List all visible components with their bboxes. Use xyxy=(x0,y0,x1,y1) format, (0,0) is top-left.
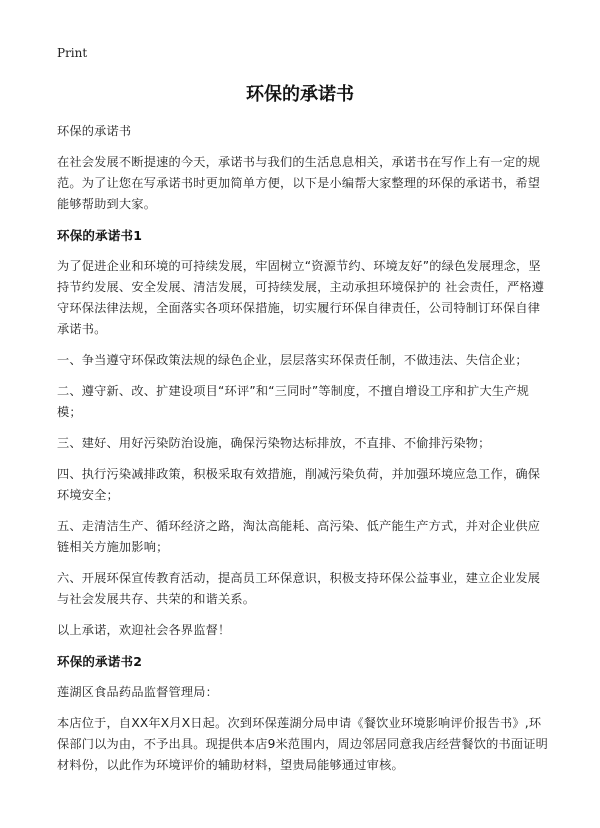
section-2-paragraph: 本店位于，自XX年X月X日起。次到环保莲湖分局申请《餐饮业环境影响评价报告书》,环保部门以为由，不予出具。现提供本店9米范围内，周边邻居同意我店经营餐饮的书面证明材料份，以此作为环境评价的辅助材料，望贵局能够通过审核。 xyxy=(57,716,549,772)
intro-paragraph: 在社会发展不断提速的今天，承诺书与我们的生活息息相关，承诺书在写作上有一定的规范。为了让您在写承诺书时更加简单方便，以下是小编帮大家整理的环保的承诺书，希望能够帮助到大家。 xyxy=(57,155,541,211)
page-title: 环保的承诺书 xyxy=(246,84,354,105)
commitment-item-6: 六、开展环保宣传教育活动，提高员工环保意识，积极支持环保公益事业，建立企业发展与社会发展共存、共荣的和谐关系。 xyxy=(57,571,541,606)
section-2-addressee: 莲湖区食品药品监督管理局： xyxy=(57,685,219,699)
commitment-item-4: 四、执行污染减排政策，积极采取有效措施，削减污染负荷，并加强环境应急工作，确保环境安全； xyxy=(57,467,541,502)
commitment-item-2: 二、遵守新、改、扩建设项目“环评”和“三同时”等制度，不擅自增设工序和扩大生产规模； xyxy=(57,384,530,419)
intro-subtitle: 环保的承诺书 xyxy=(57,124,132,138)
document-body xyxy=(57,121,551,786)
section-1-heading: 环保的承诺书1 xyxy=(57,228,143,243)
print-link[interactable]: Print xyxy=(57,46,88,60)
section-1-paragraph: 为了促进企业和环境的可持续发展，牢固树立“资源节约、环境友好”的绿色发展理念，坚持节约发展、安全发展、清洁发展，可持续发展，主动承担环境保护的 社会责任，严格遵守环保法律法规，全面落实各项环保措施，切实履行环保自律责任，公司特制订环保自律承诺书。 xyxy=(57,259,545,336)
commitment-item-3: 三、建好、用好污染防治设施，确保污染物达标排放，不直排、不偷排污染物； xyxy=(57,436,491,450)
section-2-heading: 环保的承诺书2 xyxy=(57,654,143,669)
commitment-item-5: 五、走清洁生产、循环经济之路，淘汰高能耗、高污染、低产能生产方式，并对企业供应链相关方施加影响； xyxy=(57,519,541,554)
section-1-closing: 以上承诺，欢迎社会各界监督！ xyxy=(57,623,231,637)
commitment-item-1: 一、争当遵守环保政策法规的绿色企业，层层落实环保责任制，不做违法、失信企业； xyxy=(57,353,528,367)
